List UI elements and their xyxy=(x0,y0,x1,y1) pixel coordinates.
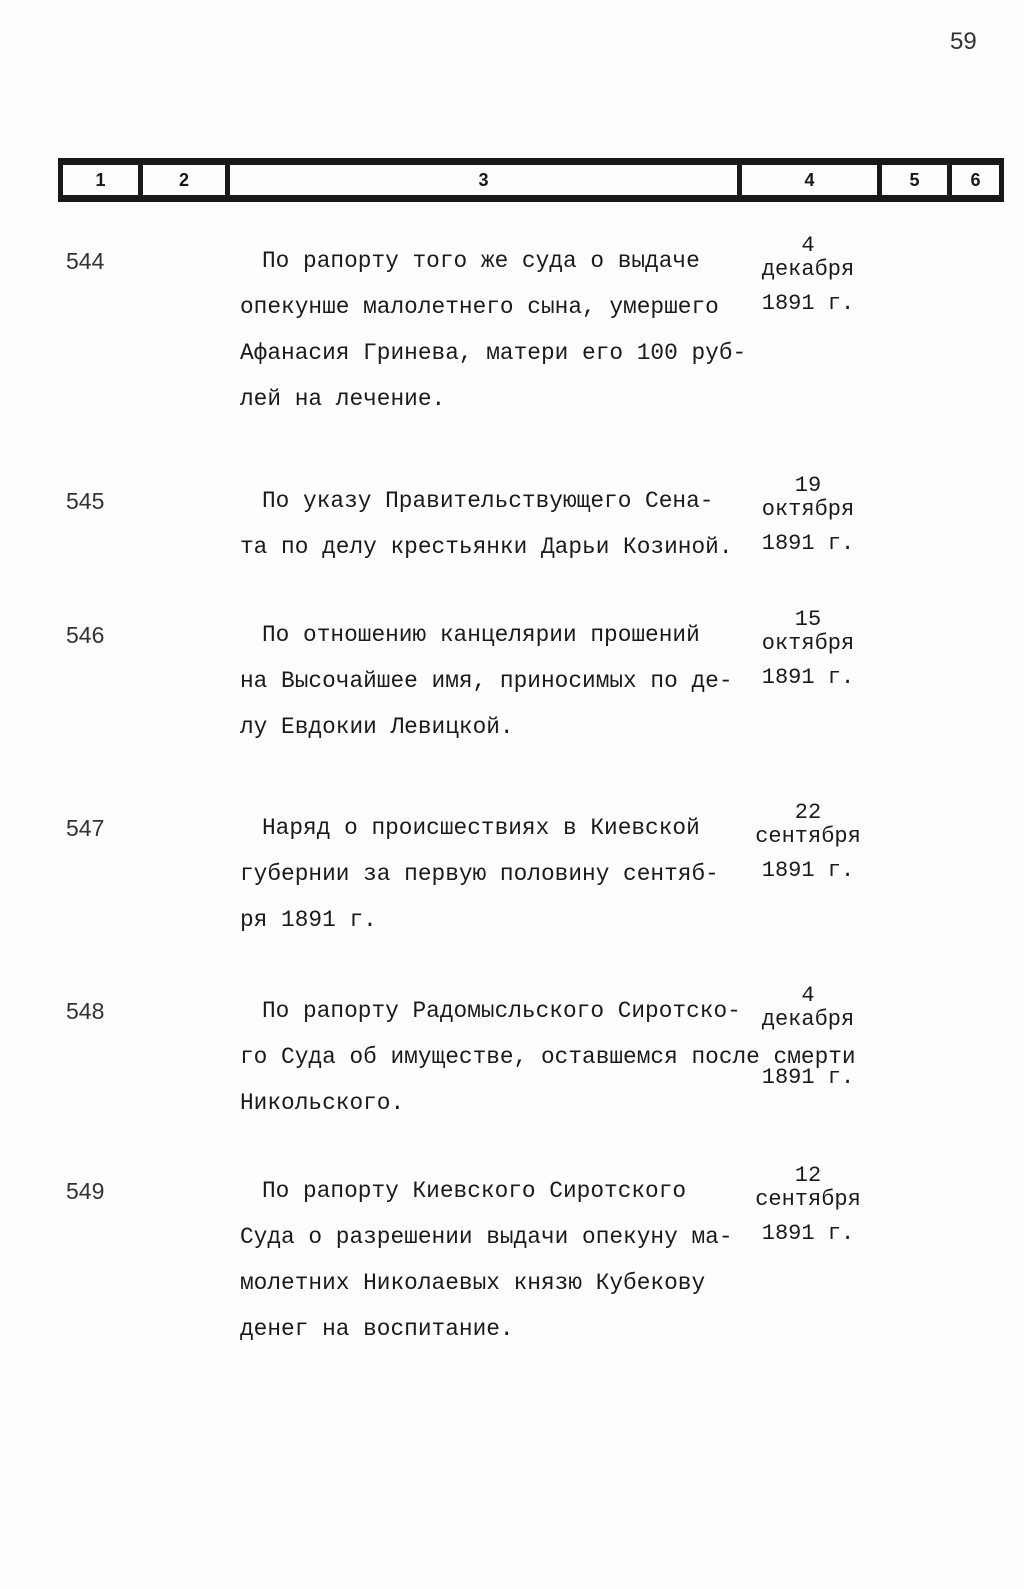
entry-description xyxy=(240,805,719,943)
entry-text-line: ря 1891 г. xyxy=(240,907,377,933)
date-month: сентября xyxy=(755,824,861,849)
entry-description xyxy=(240,478,733,570)
date-year: 1891 г. xyxy=(761,1065,855,1090)
entry-text-line: опекунше малолетнего сына, умершего xyxy=(240,294,719,320)
entry-text-line: на Высочайшее имя, приносимых по де- xyxy=(240,668,733,694)
date-year: 1891 г. xyxy=(761,291,855,316)
entry-date xyxy=(748,234,868,316)
page-number: 59 xyxy=(950,28,977,55)
entry-text-line: Суда о разрешении выдачи опекуну ма- xyxy=(240,1224,733,1250)
entry-text-line: лей на лечение. xyxy=(240,386,446,412)
entry-text-line: молетних Николаевых князю Кубекову xyxy=(240,1270,706,1296)
entry-number: 548 xyxy=(66,998,105,1024)
entry-text-line: По рапорту Радомысльского Сиротско- xyxy=(262,998,741,1024)
entry-description xyxy=(240,1168,733,1352)
entry-description xyxy=(240,238,746,422)
entry-text-line: губернии за первую половину сентяб- xyxy=(240,861,719,887)
column-4: 4 xyxy=(737,165,877,195)
column-header-bar xyxy=(58,158,1004,202)
entry-number: 547 xyxy=(66,815,105,841)
column-1: 1 xyxy=(58,165,138,195)
entry-text-line: го Суда об имуществе, оставшемся после смерти xyxy=(240,1044,856,1070)
date-day: 22 xyxy=(794,800,822,825)
entry-number: 546 xyxy=(66,622,105,648)
entry-text-line: По отношению канцелярии прошений xyxy=(262,622,700,648)
entry-number: 549 xyxy=(66,1178,105,1204)
entry-text-line: Наряд о происшествиях в Киевской xyxy=(262,815,700,841)
column-3: 3 xyxy=(225,165,737,195)
date-month: декабря xyxy=(761,1007,855,1032)
entry-date xyxy=(748,474,868,556)
entry-text-line: Никольского. xyxy=(240,1090,405,1116)
date-day: 15 xyxy=(794,607,822,632)
date-year: 1891 г. xyxy=(761,1221,855,1246)
date-day: 19 xyxy=(794,473,822,498)
column-5: 5 xyxy=(877,165,947,195)
entry-number: 545 xyxy=(66,488,105,514)
date-year: 1891 г. xyxy=(761,531,855,556)
entry-text-line: денег на воспитание. xyxy=(240,1316,514,1342)
entry-description xyxy=(240,612,733,750)
entry-date xyxy=(748,608,868,690)
date-day: 12 xyxy=(794,1163,822,1188)
entry-text-line: По указу Правительствующего Сена- xyxy=(262,488,714,514)
entry-text-line: По рапорту того же суда о выдаче xyxy=(262,248,700,274)
entry-text-line: Афанасия Гринева, матери его 100 руб- xyxy=(240,340,747,366)
date-month: сентября xyxy=(755,1187,861,1212)
date-month: декабря xyxy=(761,257,855,282)
entry-number: 544 xyxy=(66,248,105,274)
date-day: 4 xyxy=(801,983,815,1008)
date-month: октября xyxy=(761,631,855,656)
column-6: 6 xyxy=(947,165,1004,195)
column-2: 2 xyxy=(138,165,225,195)
entry-date xyxy=(748,1164,868,1246)
entry-text-line: лу Евдокии Левицкой. xyxy=(240,714,514,740)
entry-date xyxy=(748,801,868,883)
date-year: 1891 г. xyxy=(761,665,855,690)
date-month: октября xyxy=(761,497,855,522)
date-day: 4 xyxy=(801,233,815,258)
entry-text-line: По рапорту Киевского Сиротского xyxy=(262,1178,687,1204)
date-year: 1891 г. xyxy=(761,858,855,883)
entry-date xyxy=(748,984,868,1090)
entry-text-line: та по делу крестьянки Дарьи Козиной. xyxy=(240,534,733,560)
